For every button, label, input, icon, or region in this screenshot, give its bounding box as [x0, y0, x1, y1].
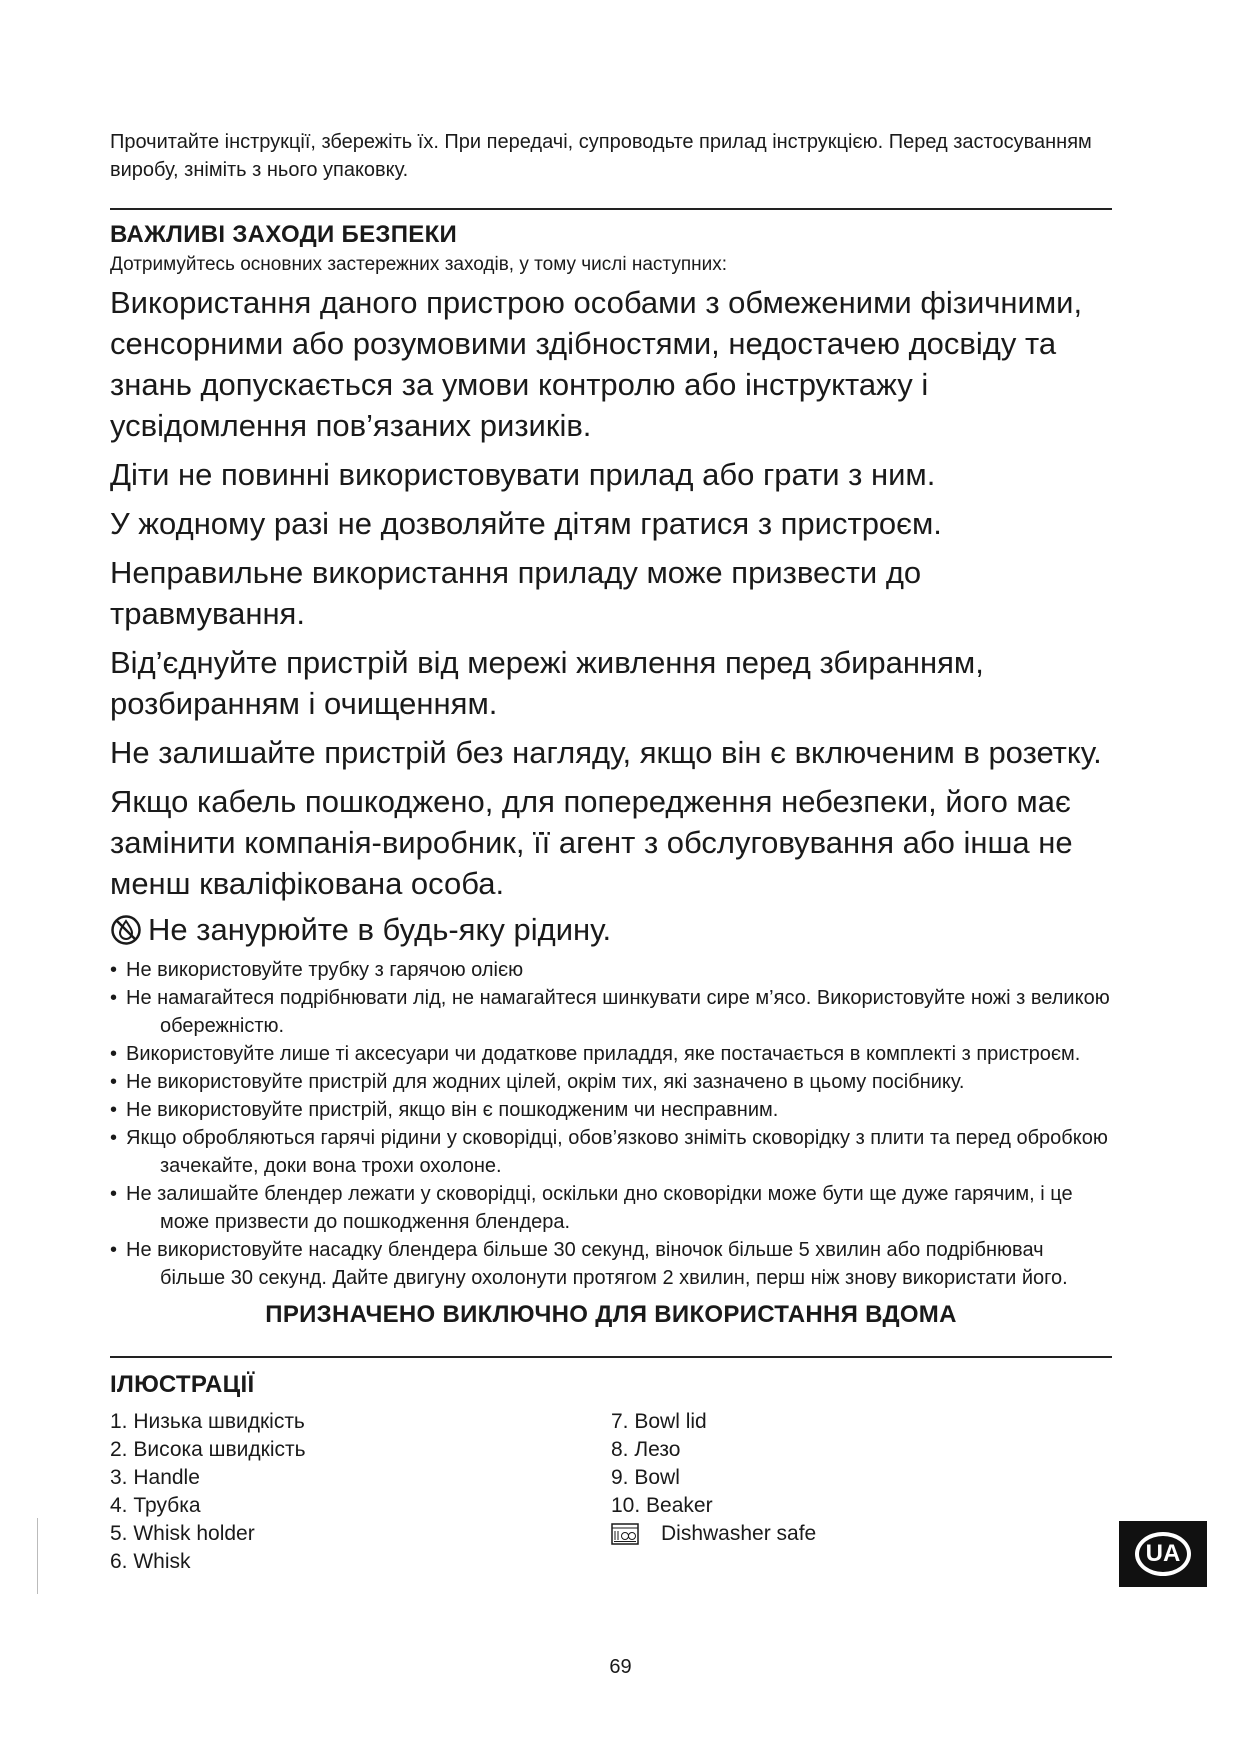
precautions-list [110, 956, 1112, 1292]
list-item: • Не використовуйте пристрій, якщо він є пошкодженим чи несправним. [110, 1099, 779, 1121]
list-item: • Якщо обробляються гарячі рідини у сковорідці, обов’язково зніміть сковорідку з плити та перед обробкою зачекайте, доки вона трохи охолоне. [110, 1127, 1108, 1177]
list-item: 6. Whisk [110, 1550, 191, 1573]
no-immerse-text: Не занурюйте в будь-яку рідину. [148, 912, 612, 947]
list-item: 1. Низька швидкість [110, 1410, 305, 1433]
page-edge-line [37, 1518, 38, 1594]
language-badge-label: UA [1135, 1532, 1191, 1576]
list-item: • Не використовуйте трубку з гарячою олією [110, 959, 524, 981]
no-immerse-icon [110, 914, 142, 946]
dishwasher-icon [611, 1523, 639, 1545]
household-use-notice: ПРИЗНАЧЕНО ВИКЛЮЧНО ДЛЯ ВИКОРИСТАННЯ ВДОМА [265, 1301, 957, 1328]
section-divider [110, 208, 1112, 210]
illustrations-heading: ІЛЮСТРАЦІЇ [110, 1371, 255, 1398]
section-divider [110, 1356, 1112, 1358]
warning-item: Неправильне використання приладу може призвести до травмування. [110, 555, 922, 631]
language-badge [1119, 1521, 1207, 1587]
illustrations-right-column [611, 1408, 1112, 1576]
illustrations-left-column [110, 1408, 611, 1576]
list-item: • Не використовуйте насадку блендера більше 30 секунд, віночок більше 5 хвилин або подрібнювач більше 30 секунд. Дайте двигуну охолонути протягом 2 хвилин, перш ніж знову використати його. [110, 1239, 1068, 1289]
list-item: 8. Лезо [611, 1438, 681, 1461]
warning-item: У жодному разі не дозволяйте дітям гратися з пристроєм. [110, 506, 942, 541]
warning-item: Використання даного пристрою особами з обмеженими фізичними, сенсорними або розумовими здібностями, недостачею досвіду та знань допускається за умови контролю або інструктажу і усвідомлення пов’язаних ризиків. [110, 285, 1083, 443]
document-page [110, 128, 1112, 1576]
list-item: 7. Bowl lid [611, 1410, 707, 1433]
no-immerse-warning [110, 910, 1112, 950]
list-item: 4. Трубка [110, 1494, 201, 1517]
warning-item: Діти не повинні використовувати прилад або грати з ним. [110, 457, 936, 492]
list-item: 3. Handle [110, 1466, 200, 1489]
page-number: 69 [609, 1656, 632, 1678]
list-item: 2. Висока швидкість [110, 1438, 306, 1461]
dishwasher-label: Dishwasher safe [661, 1522, 817, 1545]
warning-item: Не залишайте пристрій без нагляду, якщо він є включеним в розетку. [110, 735, 1102, 770]
warning-item: Якщо кабель пошкоджено, для попередження небезпеки, його має замінити компанія-виробник, її агент з обслуговування або інша не менш кваліфікована особа. [110, 784, 1073, 901]
safety-heading: ВАЖЛИВІ ЗАХОДИ БЕЗПЕКИ [110, 221, 458, 248]
list-item: • Не використовуйте пристрій для жодних цілей, окрім тих, які зазначено в цьому посібнику. [110, 1071, 965, 1093]
list-item: 9. Bowl [611, 1466, 680, 1489]
warning-item: Від’єднуйте пристрій від мережі живлення перед збиранням, розбиранням і очищенням. [110, 645, 984, 721]
list-item: • Використовуйте лише ті аксесуари чи додаткове приладдя, яке постачається в комплекті з пристроєм. [110, 1043, 1081, 1065]
list-item: 5. Whisk holder [110, 1522, 255, 1545]
list-item: 10. Beaker [611, 1494, 713, 1517]
safety-subheading: Дотримуйтесь основних застережних заходів, у тому числі наступних: [110, 254, 727, 275]
illustrations-list [110, 1408, 1112, 1576]
list-item: • Не намагайтеся подрібнювати лід, не намагайтеся шинкувати сире м’ясо. Використовуйте ножі з великою обережністю. [110, 987, 1110, 1037]
list-item: • Не залишайте блендер лежати у сковорідці, оскільки дно сковорідки може бути ще дуже гарячим, і це може призвести до пошкодження блендера. [110, 1183, 1073, 1233]
intro-text: Прочитайте інструкції, збережіть їх. При передачі, супроводьте прилад інструкцією. Перед застосуванням виробу, зніміть з нього упаковку. [110, 131, 1092, 181]
dishwasher-safe-item [611, 1520, 1112, 1548]
